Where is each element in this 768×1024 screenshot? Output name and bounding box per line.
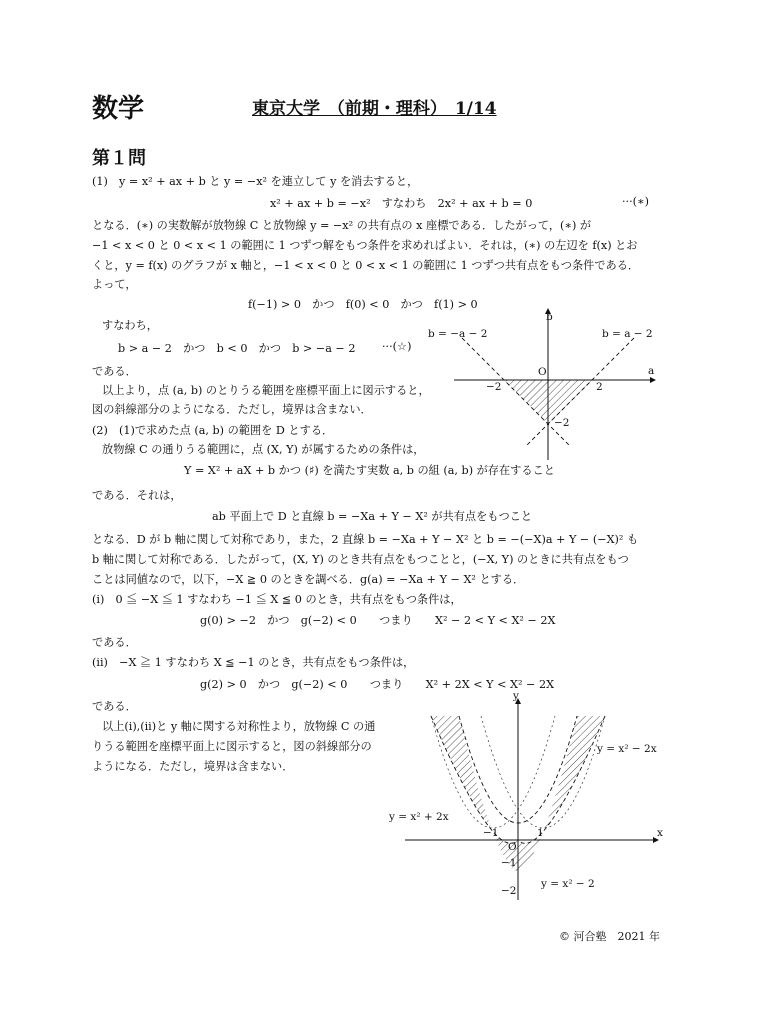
part1-equation1-tag: ···(∗)	[622, 195, 650, 208]
part1-equation1: x² + ax + b = −x² すなわち 2x² + ax + b = 0	[270, 197, 533, 210]
part2-line3: である．それは，	[92, 489, 182, 502]
part1-equation3: b > a − 2 かつ b < 0 かつ b > −a − 2	[118, 342, 356, 355]
part2-line5: b 軸に関して対称である．したがって，(X, Y) のとき共有点をもつことと，(−X, Y) のときに共有点をもつ	[92, 553, 629, 566]
part1-line7: である．	[92, 365, 137, 378]
part1-line3: −1 < x < 0 と 0 < x < 1 の範囲に 1 つずつ解をもつ条件を求めればよい．それは，(∗) の左辺を f(x) とお	[92, 239, 638, 252]
case1-equation: g(0) > −2 かつ g(−2) < 0 つまり X² − 2 < Y < X² − 2X	[200, 614, 556, 627]
part1-equation2: f(−1) > 0 かつ f(0) < 0 かつ f(1) > 0	[248, 298, 478, 311]
part1-equation3-tag: ···(☆)	[382, 340, 412, 353]
case2-end: である．	[92, 700, 137, 713]
label-curve-bottom: y = x² − 2	[541, 878, 595, 890]
tick-label-left: −2	[486, 381, 502, 393]
label-line-right: b = a − 2	[602, 328, 653, 340]
label-curve-right: y = x² − 2x	[597, 743, 657, 755]
exam-title: 東京大学 （前期・理科） 1/14	[252, 99, 497, 119]
part1-line9: 図の斜線部分のようになる．ただし，境界は含まない．	[92, 403, 372, 416]
case2-equation: g(2) > 0 かつ g(−2) < 0 つまり X² + 2X < Y < X² − 2X	[200, 678, 555, 691]
copyright: © 河合塾 2021 年	[559, 930, 660, 943]
summary-line2: りうる範囲を座標平面上に図示すると，図の斜線部分の	[92, 740, 372, 753]
part2-line1: (2) (1)で求めた点 (a, b) の範囲を D とする．	[92, 424, 334, 437]
region-left-hatch	[431, 716, 518, 872]
part2-equation1: Y = X² + aX + b かつ (♯) を満たす実数 a, b の組 (a, b) が存在すること	[184, 464, 555, 477]
label-origin: O	[538, 366, 547, 378]
part2-line2: 放物線 C の通りうる範囲に，点 (X, Y) が属するための条件は，	[102, 443, 425, 456]
tick-label-bottom: −2	[554, 417, 570, 429]
subject-title: 数学	[92, 94, 145, 124]
tick-label-right: 2	[596, 381, 603, 393]
part2-line4: となる．D が b 軸に関して対称であり，また，2 直線 b = −Xa + Y − X² と b = −(−X)a + Y − (−X)² も	[92, 533, 639, 546]
label-axis-b: b	[546, 311, 553, 323]
parabola-region-figure	[385, 690, 675, 905]
label-axis-a: a	[648, 365, 655, 377]
part1-line8: 以上より，点 (a, b) のとりうる範囲を座標平面上に図示すると，	[102, 384, 430, 397]
part1-line6: すなわち，	[102, 319, 158, 332]
tick-label-x-pos1: 1	[537, 827, 544, 839]
part1-line2: となる．(∗) の実数解が放物線 C と放物線 y = −x² の共有点の x 座標である．したがって，(∗) が	[92, 219, 592, 232]
problem-title: 第１問	[92, 148, 146, 169]
case1-condition: (i) 0 ≦ −X ≦ 1 すなわち −1 ≦ X ≦ 0 のとき，共有点をもつ条件は，	[92, 593, 462, 606]
summary-line1: 以上(i),(ii)と y 軸に関する対称性より，放物線 C の通	[102, 720, 376, 733]
tick-label-x-neg1: −1	[483, 827, 499, 839]
summary-line3: ようになる．ただし，境界は含まない．	[92, 760, 294, 773]
label-origin: O	[508, 841, 517, 853]
label-line-left: b = −a − 2	[428, 328, 488, 340]
part2-line6: ことは同値なので，以下，−X ≧ 0 のときを調べる．g(a) = −Xa + Y − X² とする．	[92, 573, 525, 586]
label-axis-y: y	[513, 690, 519, 702]
region-right-hatch	[518, 716, 605, 872]
region-d-figure	[410, 300, 670, 465]
label-curve-left: y = x² + 2x	[389, 811, 449, 823]
part1-line5: よって，	[92, 278, 137, 291]
tick-label-y-neg1: −1	[501, 857, 517, 869]
part1-line4: くと，y = f(x) のグラフが x 軸と，−1 < x < 0 と 0 < x < 1 の範囲に 1 つずつ共有点をもつ条件である．	[92, 259, 640, 272]
label-axis-x: x	[657, 827, 663, 839]
part1-line1: (1) y = x² + ax + b と y = −x² を連立して y を消去すると，	[92, 175, 419, 188]
part2-equation2: ab 平面上で D と直線 b = −Xa + Y − X² が共有点をもつこと	[212, 510, 533, 523]
tick-label-y-neg2: −2	[501, 885, 517, 897]
a-axis-arrow	[650, 377, 656, 383]
case1-end: である．	[92, 636, 137, 649]
case2-condition: (ii) −X ≧ 1 すなわち X ≦ −1 のとき，共有点をもつ条件は，	[92, 656, 415, 669]
